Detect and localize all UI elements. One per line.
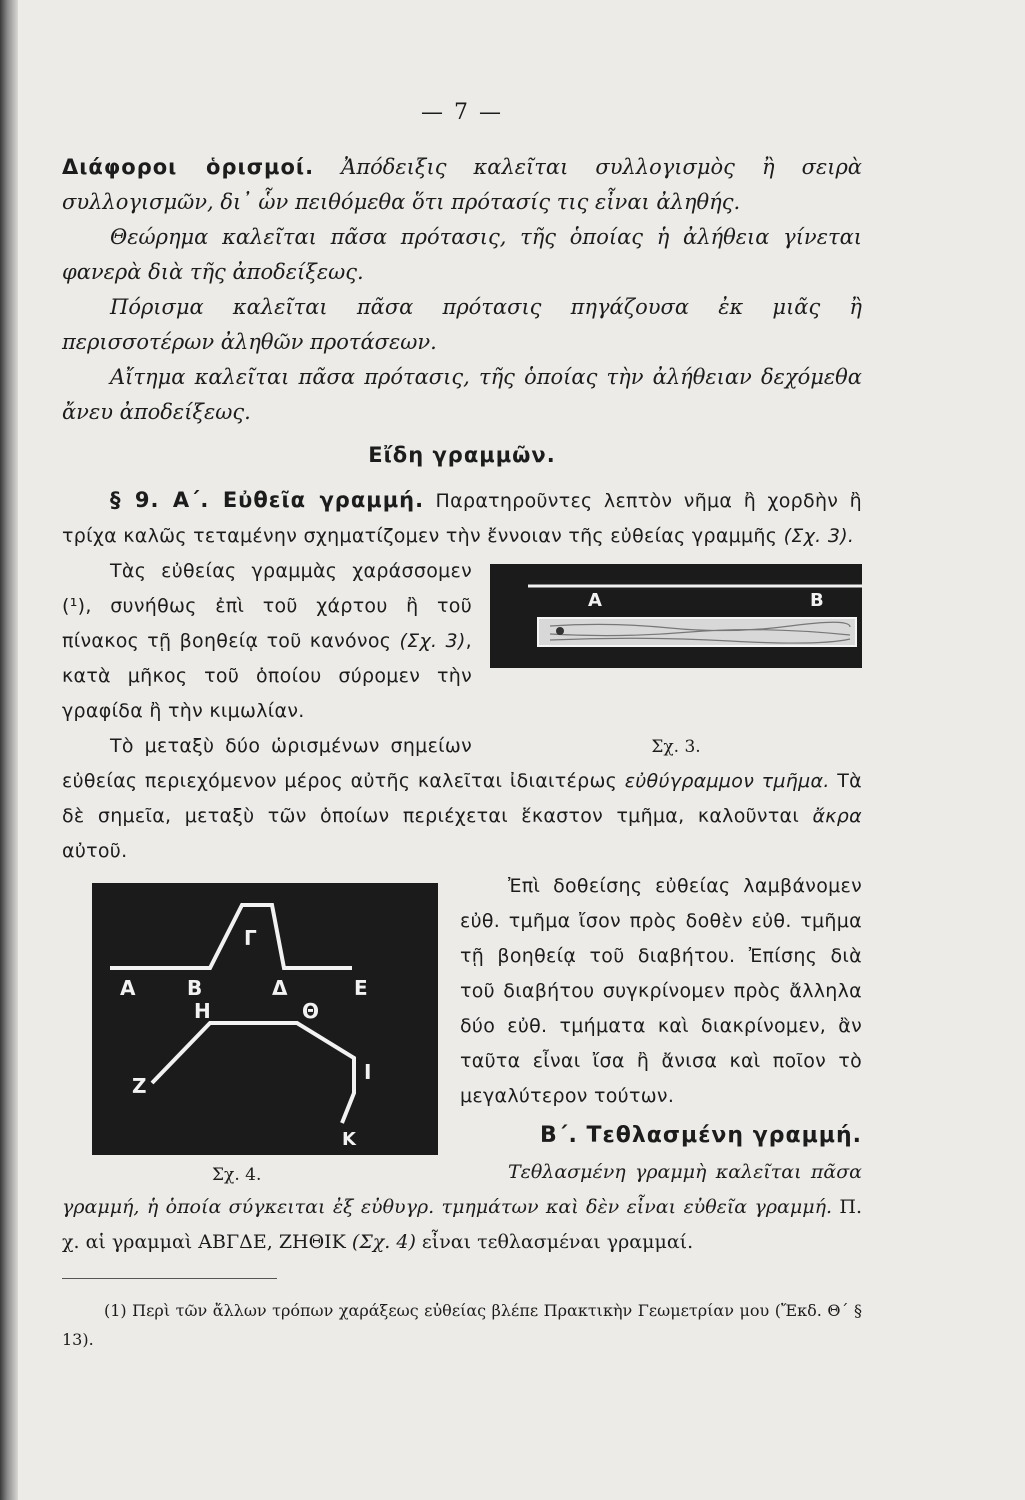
drawing-text-start: Τὰς εὐθείας γραμμὰς χαράσσομεν — [110, 560, 472, 582]
page-content — [62, 95, 862, 1260]
point-b-label: Β — [810, 590, 824, 611]
label-d: Δ — [272, 976, 288, 1000]
label-g: Γ — [244, 926, 257, 950]
ruler-figure — [490, 564, 862, 668]
label-b: Β — [187, 976, 203, 1000]
definitions-heading: Διάφοροι ὁρισμοί. — [62, 155, 315, 179]
drawing-text-end: , κατὰ μῆκος τοῦ ὁποίου σύρομεν τὴν γραφίδα ἢ τὴν κιμωλίαν. — [62, 630, 473, 722]
section9-text: Παρατηροῦντες λεπτὸν νῆμα ἢ χορδὴν ἢ τρίχα καλῶς τεταμένην σχηματίζομεν τὴν ἔννοιαν τῆς εὐθείας γραμμῆς — [62, 490, 863, 547]
section-b-heading: Β΄. Τεθλασμένη γραμμή. — [539, 1123, 862, 1148]
label-h: Η — [194, 999, 211, 1023]
section9-heading: § 9. Α΄. Εὐθεῖα γραμμή. — [110, 488, 425, 512]
figure-ref-2: (Σχ. 3) — [399, 630, 466, 652]
definition-postulate: Αἴτημα καλεῖται πᾶσα πρότασις, τῆς ὁποίας τὴν ἀλήθειαν δεχόμεθα ἄνευ ἀποδείξεως. — [62, 365, 862, 424]
definition-paragraph — [62, 150, 862, 220]
label-e: Ε — [354, 976, 368, 1000]
term-endpoints: ἄκρα — [812, 805, 862, 827]
figure-3-caption-wrap — [490, 735, 862, 759]
definition-theorem: Θεώρημα καλεῖται πᾶσα πρότασις, τῆς ὁποίας ἡ ἀλήθεια γίνεται φανερὰ διὰ τῆς ἀποδείξεως. — [62, 225, 862, 284]
definition-corollary: Πόρισμα καλεῖται πᾶσα πρότασις πηγάζουσα ἐκ μιᾶς ἢ περισσοτέρων ἀληθῶν προτάσεων. — [62, 295, 862, 354]
compass-paragraph: Ἐπὶ δοθείσης εὐθείας λαμβάνομεν εὐθ. τμῆμα ἴσον πρὸς δοθὲν εὐθ. τμῆμα τῇ βοηθείᾳ τοῦ διαβήτου. Ἐπίσης διὰ τοῦ διαβήτου συγκρίνομεν πρὸς ἄλληλα δύο εὐθ. τμήματα καὶ διακρίνομεν, ἂν ταῦτα εἶναι ἴσα ἢ ἄνισα καὶ ποῖον τὸ μεγαλύτερον τούτων. — [460, 875, 862, 1107]
footnote-rule — [62, 1278, 277, 1279]
ruler-hole — [556, 627, 564, 635]
segment-text-end: αὐτοῦ. — [62, 840, 128, 862]
section9-paragraph — [62, 483, 862, 554]
figure-4 — [92, 883, 438, 1187]
point-a-label: Α — [588, 590, 602, 611]
label-i: Ι — [364, 1060, 372, 1084]
footnote-marker: (¹) — [62, 595, 86, 617]
term-segment: εὐθύγραμμον τμῆμα. — [624, 770, 830, 792]
label-z: Ζ — [132, 1074, 147, 1098]
broken-line-definition: Τεθλασμένη γραμμὴ καλεῖται πᾶσα γραμμή, ἡ ὁποία σύγκειται ἐξ εὐθυγρ. τμημάτων καὶ δὲν εἶναι εὐθεῖα γραμμή. — [62, 1161, 862, 1218]
label-a: Α — [120, 976, 136, 1000]
page-number: — 7 — — [421, 100, 503, 125]
drawing-text-mid: , συνήθως ἐπὶ τοῦ χάρτου ἢ τοῦ πίνακος τῇ βοηθείᾳ τοῦ κανόνος — [62, 595, 472, 652]
broken-line-conclusion: εἶναι τεθλασμέναι γραμμαί. — [421, 1231, 694, 1253]
figure-ref: (Σχ. 3). — [783, 525, 855, 547]
section-title: Εἴδη γραμμῶν. — [368, 443, 556, 467]
page-edge-shadow — [0, 0, 18, 1500]
figure-4-caption: Σχ. 4. — [212, 1165, 262, 1185]
label-k: Κ — [342, 1129, 356, 1150]
segment-text-start: Τὸ μεταξὺ δύο ὡρισμένων σημείων εὐθείας περιεχόμενον μέρος αὐτῆς καλεῖται ἰδιαιτέρως — [62, 735, 618, 792]
broken-line-examples: Π. χ. αἱ γραμμαὶ ΑΒΓΔΕ, ΖΗΘΙΚ — [62, 1196, 862, 1253]
definition-proof: Ἀπόδειξις καλεῖται συλλογισμὸς ἢ σειρὰ συλλογισμῶν, δι᾽ ὧν πειθόμεθα ὅτι πρότασίς τις εἶναι ἀληθής. — [62, 155, 862, 214]
label-th: Θ — [302, 999, 320, 1023]
figure-ref-4: (Σχ. 4) — [351, 1231, 416, 1253]
footnote: (1) Περὶ τῶν ἄλλων τρόπων χαράξεως εὐθείας βλέπε Πρακτικὴν Γεωμετρίαν μου (Ἔκδ. Θ΄ § 13). — [62, 1301, 862, 1349]
broken-lines-figure — [92, 883, 438, 1155]
figure-3-caption: Σχ. 3. — [651, 737, 701, 757]
figure-3 — [490, 564, 862, 668]
segment-text-mid: Τὰ δὲ σημεῖα, μεταξὺ τῶν ὁποίων περιέχεται ἕκαστον τμῆμα, καλοῦνται — [62, 770, 862, 827]
